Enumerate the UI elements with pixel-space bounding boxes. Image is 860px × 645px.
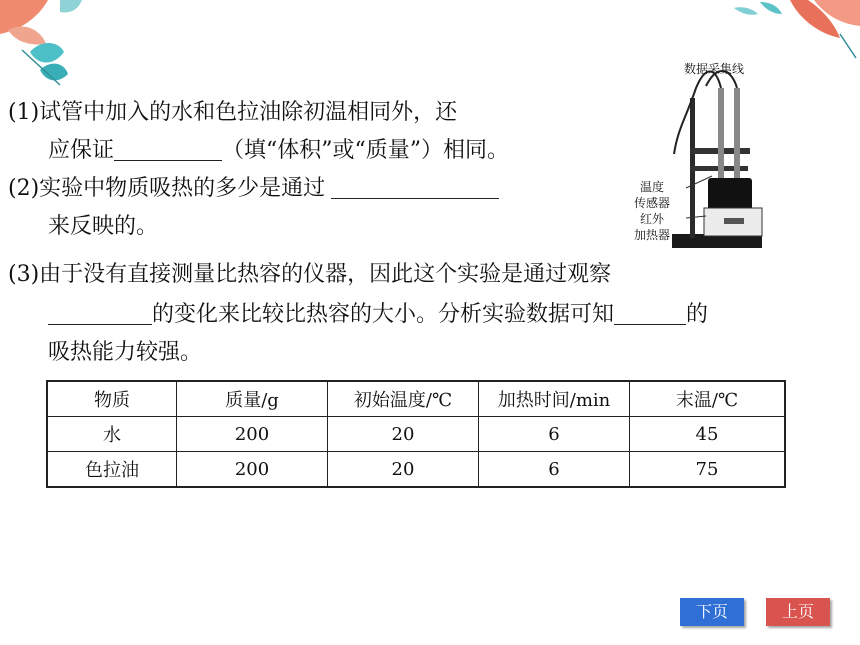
table-header-row [47,381,785,417]
table-header-cell: 末温/℃ [630,381,786,417]
table-header-cell: 初始温度/℃ [328,381,479,417]
table-row [47,452,785,488]
question-3-text-a: 的变化来比较比热容的大小。分析实验数据可知 [152,302,615,327]
figure-label-heater-1: 红外 [640,212,665,226]
table-cell: 45 [630,417,786,452]
answer-blank-2[interactable] [331,174,499,199]
table-cell: 6 [479,417,630,452]
table-header-cell: 物质 [47,381,177,417]
table-row [47,417,785,452]
question-1-text-b: （填“体积”或“质量”）相同。 [222,138,510,163]
question-3-line-1: (3)由于没有直接测量比热容的仪器，因此这个实验是通过观察 [8,262,612,287]
figure-label-wire: 数据采集线 [684,62,745,76]
apparatus-figure [620,58,780,258]
question-1-line-2 [48,134,509,168]
question-1-line-1: (1)试管中加入的水和色拉油除初温相同外，还 [8,100,458,125]
figure-label-sensor-1: 温度 [640,180,665,194]
table-cell: 6 [479,452,630,488]
table-cell: 色拉油 [47,452,177,488]
previous-page-button[interactable]: 上页 [766,598,830,626]
question-3-text-b: 的 [686,302,709,327]
table-header-cell: 质量/g [177,381,328,417]
question-2-text: (2)实验中物质吸热的多少是通过 [8,176,326,201]
table-cell: 水 [47,417,177,452]
question-3-line-3: 吸热能力较强。 [48,340,203,365]
data-table [46,380,786,488]
question-2-line-2: 来反映的。 [48,214,159,239]
question-2-line-1 [8,172,499,206]
leaf-decoration-top-right [730,0,860,60]
table-header-cell: 加热时间/min [479,381,630,417]
answer-blank-4[interactable] [614,300,686,325]
table-cell: 200 [177,417,328,452]
table-cell: 20 [328,417,479,452]
answer-blank-3[interactable] [48,300,152,325]
table-cell: 200 [177,452,328,488]
figure-label-heater-2: 加热器 [634,228,671,242]
leaf-decoration-top-left [0,0,120,95]
table-cell: 75 [630,452,786,488]
answer-blank-1[interactable] [114,136,222,161]
table-cell: 20 [328,452,479,488]
question-1-text-a: 应保证 [48,138,115,163]
next-page-button[interactable]: 下页 [680,598,744,626]
question-3-line-2 [48,298,708,332]
figure-label-sensor-2: 传感器 [634,196,671,210]
